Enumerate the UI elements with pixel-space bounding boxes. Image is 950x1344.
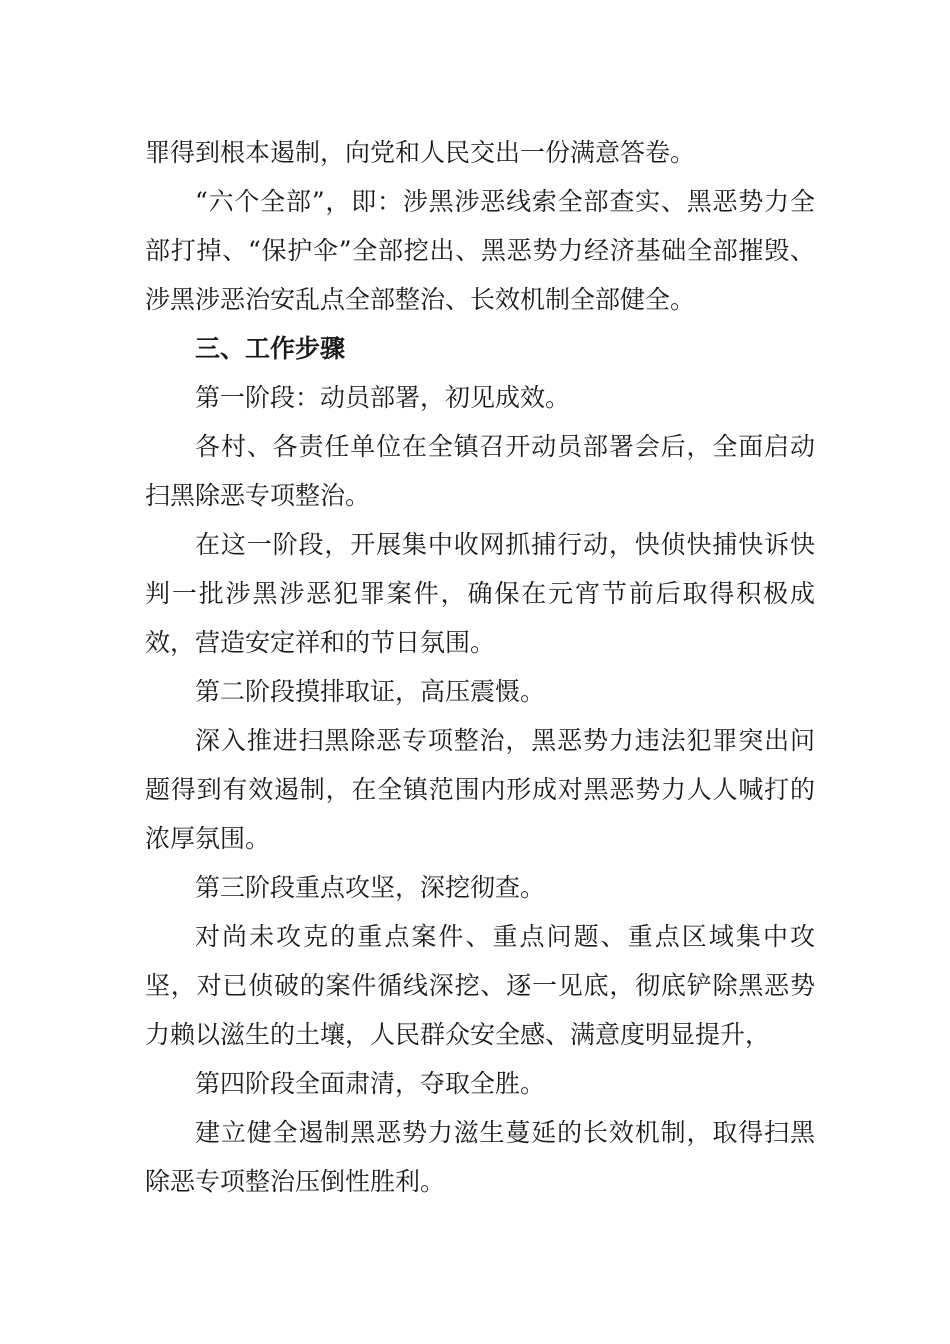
paragraph-stage-four-title: 第四阶段全面肃清，夺取全胜。: [195, 1069, 546, 1098]
paragraph-stage-two-title: 第二阶段摸排取证，高压震慑。: [195, 677, 546, 706]
paragraph-continuation: 罪得到根本遏制，向党和人民交出一份满意答卷。: [145, 138, 696, 167]
paragraph-stage-one-title: 第一阶段：动员部署，初见成效。: [195, 383, 571, 412]
paragraph-stage-four-body: 建立健全遏制黑恶势力滋生蔓延的长效机制，取得扫黑除恶专项整治压倒性胜利。: [145, 1118, 815, 1196]
section-heading-work-steps: 三、工作步骤: [195, 334, 346, 363]
paragraph-stage-two-body: 深入推进扫黑除恶专项整治，黑恶势力违法犯罪突出问题得到有效遏制，在全镇范围内形成对黑恶势力人人喊打的浓厚氛围。: [145, 726, 815, 853]
paragraph-stage-three-title: 第三阶段重点攻坚，深挖彻查。: [195, 873, 546, 902]
paragraph-six-all: “六个全部”，即：涉黑涉恶线索全部查实、黑恶势力全部打掉、“保护伞”全部挖出、黑恶势力经济基础全部摧毁、涉黑涉恶治安乱点全部整治、长效机制全部健全。: [145, 187, 815, 314]
paragraph-stage-three-body: 对尚未攻克的重点案件、重点问题、重点区域集中攻坚，对已侦破的案件循线深挖、逐一见底，彻底铲除黑恶势力赖以滋生的土壤，人民群众安全感、满意度明显提升，: [145, 922, 815, 1049]
paragraph-stage-one-launch: 各村、各责任单位在全镇召开动员部署会后，全面启动扫黑除恶专项整治。: [145, 432, 815, 510]
paragraph-stage-one-action: 在这一阶段，开展集中收网抓捕行动，快侦快捕快诉快判一批涉黑涉恶犯罪案件，确保在元宵节前后取得积极成效，营造安定祥和的节日氛围。: [145, 530, 815, 657]
document-body: [145, 128, 815, 1206]
